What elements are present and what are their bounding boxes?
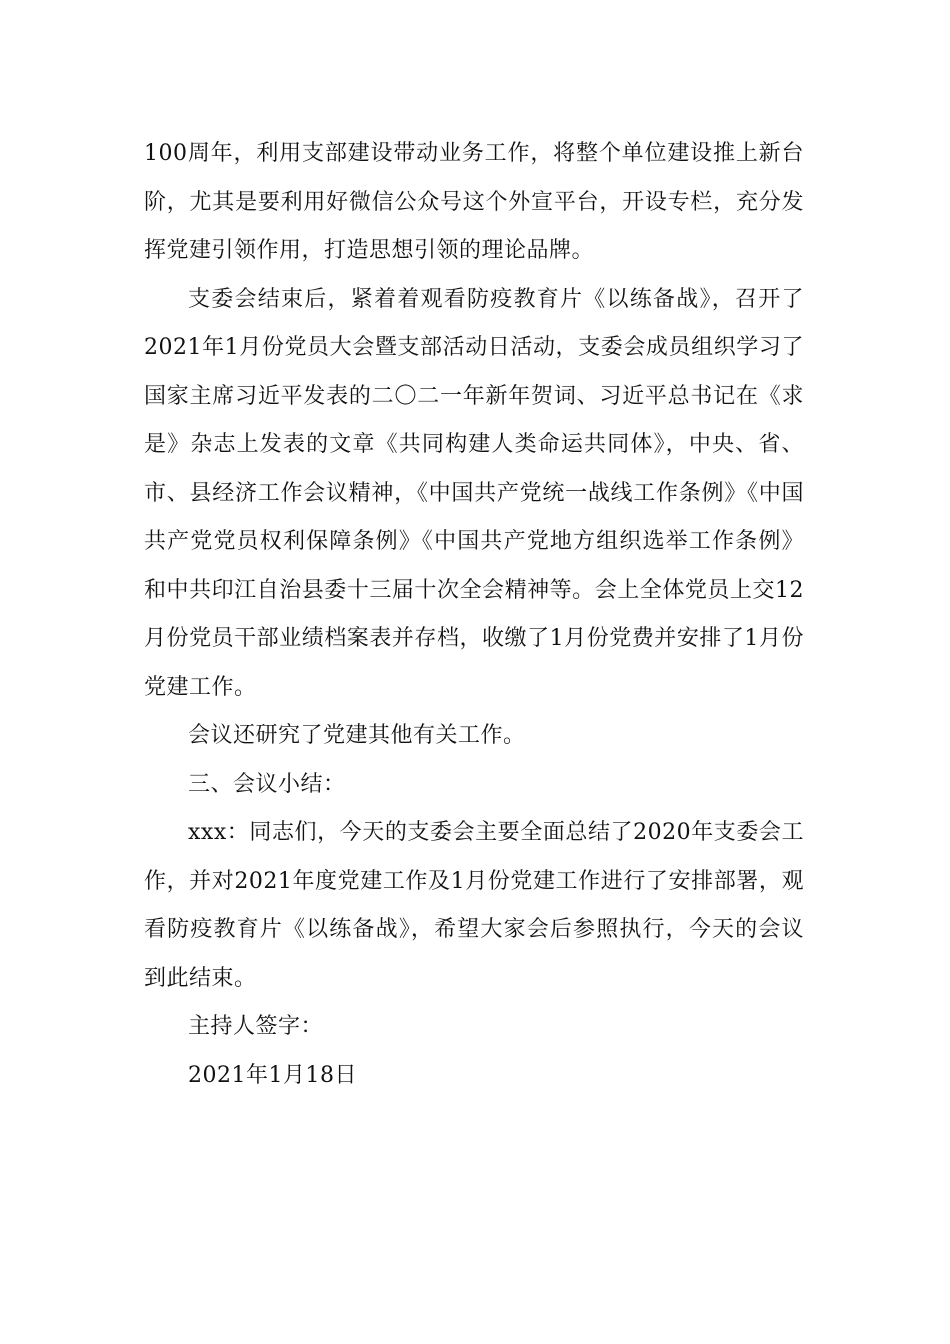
paragraph-summary: xxx：同志们，今天的支委会主要全面总结了2020年支委会工作，并对2021年度党建工作及1月份党建工作进行了安排部署，观看防疫教育片《以练备战》，希望大家会后参照执行，今天的会议到此结束。 xyxy=(144,820,804,991)
host-signature-label: 主持人签字： xyxy=(188,1014,324,1039)
paragraph-meeting-content: 支委会结束后，紧着着观看防疫教育片《以练备战》，召开了2021年1月份党员大会暨支部活动日活动，支委会成员组织学习了国家主席习近平发表的二〇二一年新年贺词、习近平总书记在《求是》杂志上发表的文章《共同构建人类命运共同体》，中央、省、市、县经济工作会议精神，《中国共产党统一战线工作条例》《中国共产党党员权利保障条例》《中国共产党地方组织选举工作条例》和中共印江自治县委十三届十次全会精神等。会上全体党员上交12月份党员干部业绩档案表并存档，收缴了1月份党费并安排了1月份党建工作。 xyxy=(144,286,804,700)
paragraph-continuation: 100周年，利用支部建设带动业务工作，将整个单位建设推上新台阶，尤其是要利用好微信公众号这个外宣平台，开设专栏，充分发挥党建引领作用，打造思想引领的理论品牌。 xyxy=(144,141,804,263)
paragraph-other-work: 会议还研究了党建其他有关工作。 xyxy=(188,723,526,748)
document-date: 2021年1月18日 xyxy=(188,1062,357,1088)
section-heading-summary: 三、会议小结： xyxy=(188,771,346,797)
document-body xyxy=(144,130,804,1100)
